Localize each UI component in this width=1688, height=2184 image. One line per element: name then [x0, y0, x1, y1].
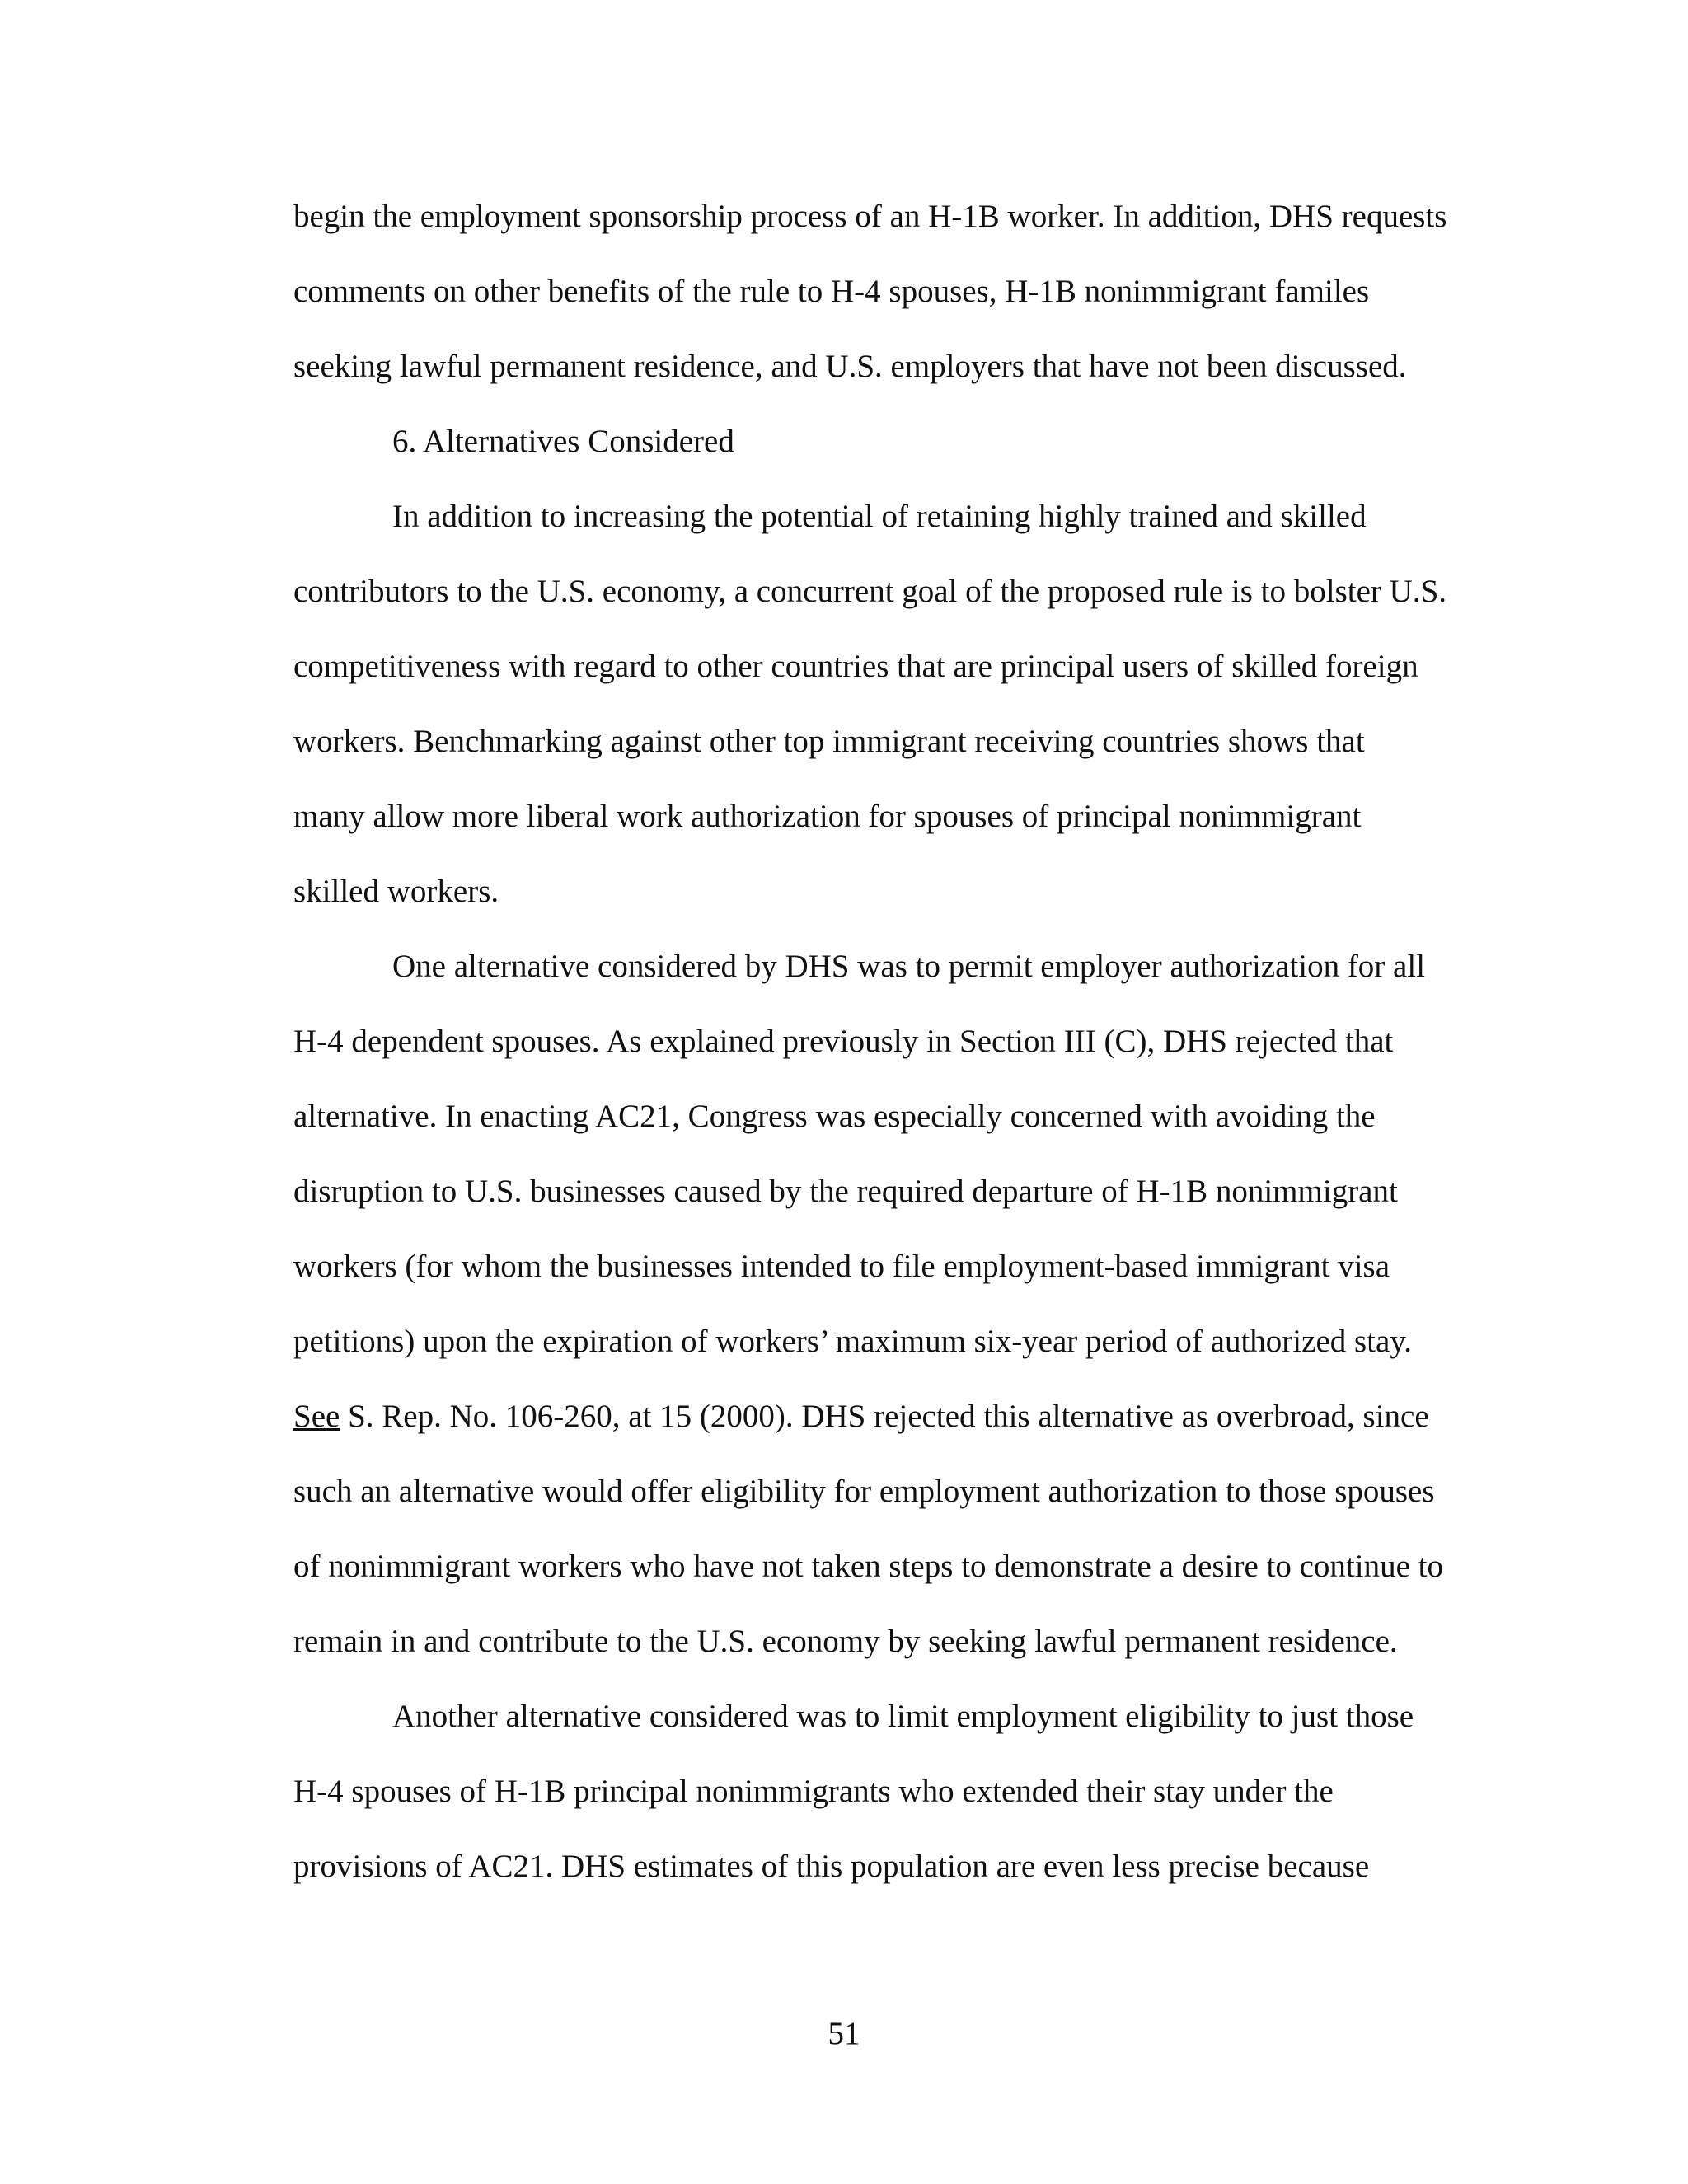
paragraph-3-line-1: One alternative considered by DHS was to permit employer authorization for all	[392, 949, 1426, 984]
section-heading: 6. Alternatives Considered	[392, 424, 734, 459]
paragraph-4-line-1: Another alternative considered was to limit employment eligibility to just those	[392, 1699, 1414, 1734]
paragraph-4-line-2: H-4 spouses of H-1B principal nonimmigrants who extended their stay under the	[293, 1774, 1334, 1809]
paragraph-3-line-4: disruption to U.S. businesses caused by the required departure of H-1B nonimmigrant	[293, 1174, 1398, 1209]
paragraph-4-line-3: provisions of AC21. DHS estimates of this population are even less precise because	[293, 1849, 1370, 1884]
paragraph-1-line-1: begin the employment sponsorship process of an H-1B worker. In addition, DHS requests	[293, 199, 1447, 234]
paragraph-3-line-5: workers (for whom the businesses intended to file employment-based immigrant visa	[293, 1249, 1390, 1284]
citation-text: S. Rep. No. 106-260, at 15 (2000). DHS rejected this alternative as overbroad, since	[340, 1399, 1429, 1434]
paragraph-3-line-2: H-4 dependent spouses. As explained previously in Section III (C), DHS rejected that	[293, 1024, 1394, 1059]
paragraph-3-line-7	[293, 1396, 1429, 1437]
page-number: 51	[828, 2016, 860, 2051]
paragraph-2-line-2: contributors to the U.S. economy, a concurrent goal of the proposed rule is to bolster U.S.	[293, 574, 1447, 609]
paragraph-3-line-3: alternative. In enacting AC21, Congress was especially concerned with avoiding the	[293, 1099, 1376, 1134]
paragraph-2-line-3: competitiveness with regard to other countries that are principal users of skilled foreign	[293, 649, 1418, 684]
paragraph-2-line-4: workers. Benchmarking against other top immigrant receiving countries shows that	[293, 724, 1365, 759]
paragraph-3-line-6: petitions) upon the expiration of workers’ maximum six-year period of authorized stay.	[293, 1324, 1413, 1359]
paragraph-1-line-2: comments on other benefits of the rule to H-4 spouses, H-1B nonimmigrant familes	[293, 274, 1370, 309]
paragraph-2-line-1: In addition to increasing the potential of retaining highly trained and skilled	[392, 499, 1367, 534]
see-signal: See	[293, 1399, 340, 1434]
paragraph-1-line-3: seeking lawful permanent residence, and U.S. employers that have not been discussed.	[293, 349, 1407, 384]
paragraph-2-line-5: many allow more liberal work authorization for spouses of principal nonimmigrant	[293, 799, 1362, 834]
paragraph-3-line-8: such an alternative would offer eligibility for employment authorization to those spouses	[293, 1474, 1435, 1509]
paragraph-3-line-9: of nonimmigrant workers who have not taken steps to demonstrate a desire to continue to	[293, 1549, 1443, 1584]
paragraph-2-line-6: skilled workers.	[293, 874, 499, 909]
paragraph-3-line-10: remain in and contribute to the U.S. economy by seeking lawful permanent residence.	[293, 1624, 1398, 1659]
